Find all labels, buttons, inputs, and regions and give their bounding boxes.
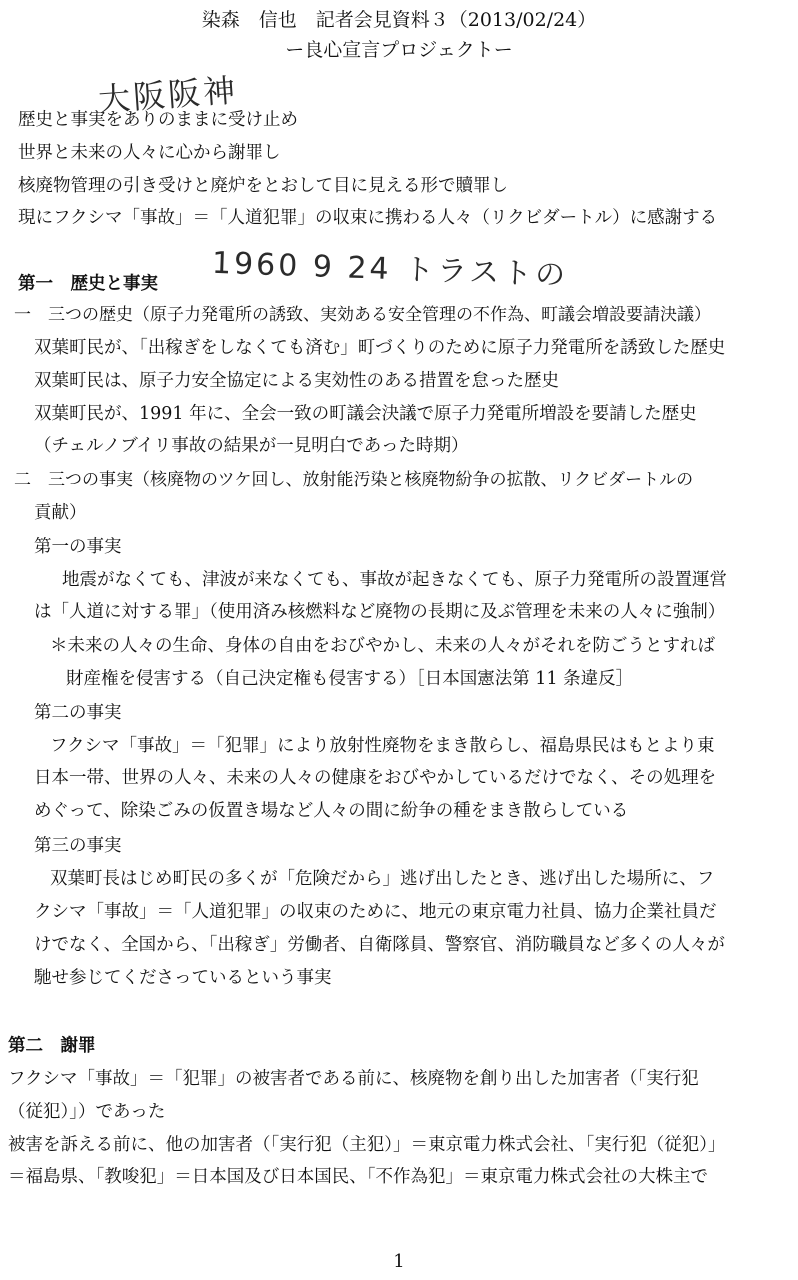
history-item-3: 双葉町民が、1991 年に、全会一致の町議会決議で原子力発電所増設を要請した歴史 <box>34 404 697 424</box>
handwritten-note-top: 大阪阪神 <box>96 71 240 119</box>
fact-2-line-2: 日本一帯、世界の人々、未来の人々の健康をおびやかしているだけでなく、その処理を <box>34 768 717 788</box>
intro-line-2: 世界と未来の人々に心から謝罪し <box>18 143 281 163</box>
apology-line-4: ＝福島県、「教唆犯」＝日本国及び日本国民、「不作為犯」＝東京電力株式会社の大株主で <box>8 1167 708 1187</box>
intro-line-3: 核廃物管理の引き受けと廃炉をとおして目に見える形で贖罪し <box>18 176 508 196</box>
history-title: 一 三つの歴史（原子力発電所の誘致、実効ある安全管理の不作為、町議会増設要請決議） <box>14 305 711 325</box>
section-1-heading: 第一 歴史と事実 <box>18 274 158 294</box>
fact-2-line-3: めぐって、除染ごみの仮置き場など人々の間に紛争の種をまき散らしている <box>34 801 629 821</box>
intro-line-4: 現にフクシマ「事故」＝「人道犯罪」の収束に携わる人々（リクビダートル）に感謝する <box>18 208 718 228</box>
fact-1-line-1: 地震がなくても、津波が来なくても、事故が起きなくても、原子力発電所の設置運営 <box>62 570 727 590</box>
fact-2-line-1: フクシマ「事故」＝「犯罪」により放射性廃物をまき散らし、福島県民はもとより東 <box>50 736 715 756</box>
fact-1-label: 第一の事実 <box>34 537 122 557</box>
section-2-heading: 第二 謝罪 <box>8 1036 96 1056</box>
apology-line-1: フクシマ「事故」＝「犯罪」の被害者である前に、核廃物を創り出した加害者（「実行犯 <box>8 1069 699 1089</box>
history-item-2: 双葉町民は、原子力安全協定による実効性のある措置を怠った歴史 <box>34 371 559 391</box>
page-number: 1 <box>393 1251 405 1272</box>
document-title: 染森 信也 記者会見資料３（2013/02/24） <box>201 9 597 31</box>
fact-3-line-1: 双葉町長はじめ町民の多くが「危険だから」逃げ出したとき、逃げ出した場所に、フ <box>50 869 715 889</box>
facts-title-continued: 貢献） <box>34 503 87 523</box>
handwritten-note-middle: 1960 9 24 トラストの <box>211 245 569 294</box>
fact-3-line-3: けでなく、全国から、「出稼ぎ」労働者、自衛隊員、警察官、消防職員など多くの人々が <box>34 935 725 955</box>
history-item-1: 双葉町民が、「出稼ぎをしなくても済む」町づくりのために原子力発電所を誘致した歴史 <box>34 338 726 358</box>
fact-3-label: 第三の事実 <box>34 836 122 856</box>
apology-line-2: （従犯）」）であった <box>8 1102 166 1122</box>
document-subtitle: ー良心宣言プロジェクトー <box>285 39 513 61</box>
facts-title: 二 三つの事実（核廃物のツケ回し、放射能汚染と核廃物紛争の拡散、リクビダートルの <box>14 470 694 490</box>
fact-1-note-line-1: ＊未来の人々の生命、身体の自由をおびやかし、未来の人々がそれを防ごうとすれば <box>50 636 715 656</box>
intro-line-1: 歴史と事実をありのままに受け止め <box>18 110 298 130</box>
fact-1-note-line-2: 財産権を侵害する（自己決定権も侵害する）［日本国憲法第 11 条違反］ <box>66 669 634 689</box>
fact-3-line-4: 馳せ参じてくださっているという事実 <box>34 968 332 988</box>
fact-1-line-2: は「人道に対する罪」（使用済み核燃料など廃物の長期に及ぶ管理を未来の人々に強制） <box>34 602 726 622</box>
fact-3-line-2: クシマ「事故」＝「人道犯罪」の収束のために、地元の東京電力社員、協力企業社員だ <box>34 902 717 922</box>
fact-2-label: 第二の事実 <box>34 703 122 723</box>
apology-line-3: 被害を訴える前に、他の加害者（「実行犯（主犯）」＝東京電力株式会社、「実行犯（従犯）」 <box>8 1135 726 1155</box>
history-item-4: （チェルノブイリ事故の結果が一見明白であった時期） <box>34 436 469 456</box>
